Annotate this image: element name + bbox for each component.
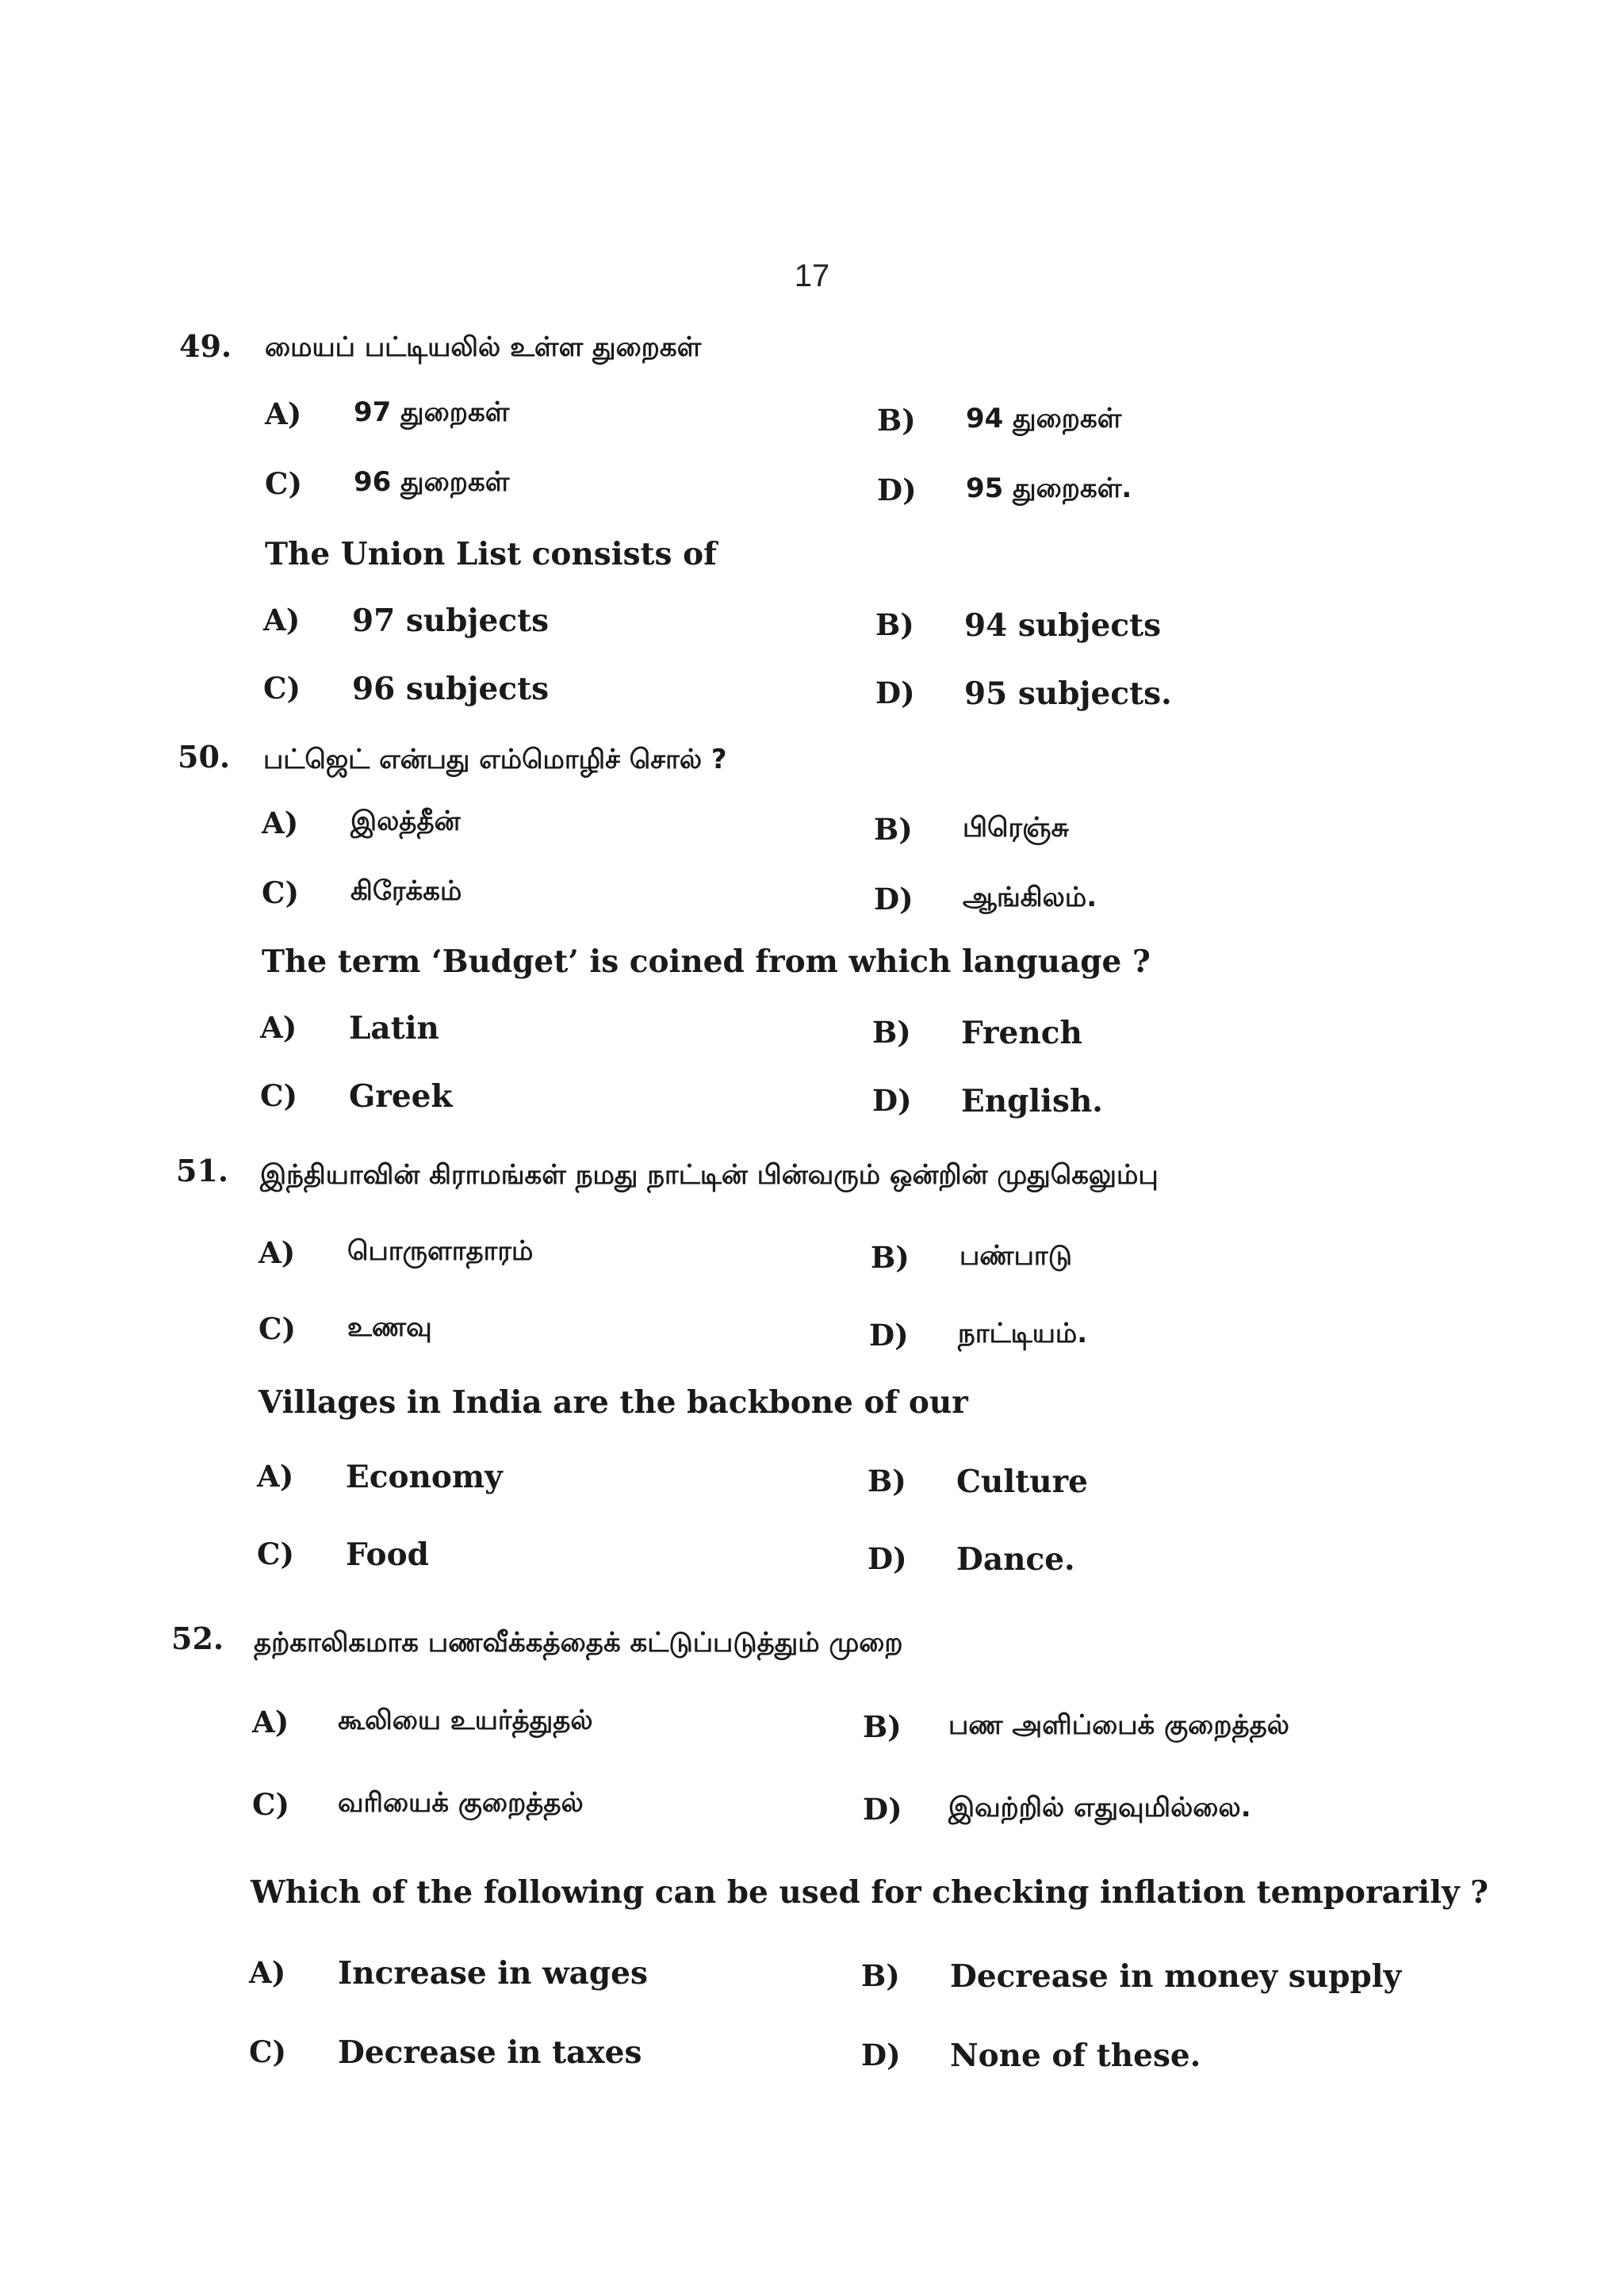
option-letter: D) xyxy=(872,1083,912,1118)
option-text: வரியைக் குறைத்தல் xyxy=(338,1787,584,1819)
option-text: Decrease in taxes xyxy=(338,2034,642,2071)
option-letter: D) xyxy=(877,473,917,507)
option-text: பண்பாடு xyxy=(959,1240,1072,1272)
option-letter: C) xyxy=(263,671,301,706)
option-text: Food xyxy=(346,1536,429,1573)
option-text: Economy xyxy=(346,1459,503,1495)
option-letter: D) xyxy=(868,1541,907,1576)
option-letter: D) xyxy=(861,2038,901,2072)
question-number: 52. xyxy=(171,1621,224,1656)
option-letter: B) xyxy=(868,1464,906,1498)
option-letter: A) xyxy=(259,1235,296,1270)
question-text-tamil: பட்ஜெட் என்பது எம்மொழிச் சொல் ? xyxy=(263,744,727,775)
option-text: உணவு xyxy=(347,1311,432,1343)
option-text: பிரெஞ்சு xyxy=(963,812,1069,844)
option-letter: C) xyxy=(252,1787,289,1822)
option-text: Culture xyxy=(956,1464,1088,1500)
question-text-english: Which of the following can be used for checking inflation temporarily ? xyxy=(251,1874,1489,1911)
option-letter: A) xyxy=(263,603,301,637)
option-text: கூலியை உயர்த்துதல் xyxy=(338,1705,593,1736)
option-text: 95 subjects. xyxy=(964,675,1172,712)
option-text: English. xyxy=(961,1083,1103,1119)
option-text: 97 துறைகள் xyxy=(354,396,510,428)
option-letter: A) xyxy=(260,1010,297,1045)
option-letter: D) xyxy=(863,1792,902,1827)
option-letter: B) xyxy=(877,403,916,438)
option-text: பொருளாதாரம் xyxy=(347,1235,534,1267)
question-text-tamil: இந்தியாவின் கிராமங்கள் நமது நாட்டின் பின்வரும் ஒன்றின் முதுகெலும்பு xyxy=(260,1159,1159,1191)
option-letter: C) xyxy=(265,466,302,501)
option-letter: B) xyxy=(861,1958,900,1993)
option-letter: B) xyxy=(872,1015,911,1050)
option-letter: C) xyxy=(257,1536,294,1571)
option-letter: A) xyxy=(265,396,302,431)
option-text: பண அளிப்பைக் குறைத்தல் xyxy=(948,1709,1289,1741)
option-text: 97 subjects xyxy=(352,603,550,639)
option-letter: A) xyxy=(249,1955,286,1990)
option-letter: C) xyxy=(262,875,299,910)
option-letter: B) xyxy=(875,607,914,642)
option-letter: A) xyxy=(257,1459,294,1494)
question-text-english: Villages in India are the backbone of our xyxy=(259,1384,968,1421)
option-text: Decrease in money supply xyxy=(950,1958,1402,1995)
question-text-tamil: மையப் பட்டியலில் உள்ள துறைகள் xyxy=(265,331,702,363)
option-letter: C) xyxy=(259,1311,296,1346)
question-number: 51. xyxy=(176,1153,229,1188)
option-letter: C) xyxy=(260,1078,297,1113)
question-number: 49. xyxy=(179,328,232,364)
option-letter: D) xyxy=(875,675,915,710)
question-number: 50. xyxy=(178,739,231,775)
option-letter: D) xyxy=(869,1318,909,1353)
option-text: கிரேக்கம் xyxy=(350,875,462,907)
option-text: None of these. xyxy=(950,2038,1201,2074)
option-text: Greek xyxy=(349,1078,453,1115)
option-text: Increase in wages xyxy=(338,1955,648,1992)
option-text: 94 துறைகள் xyxy=(966,403,1122,434)
option-letter: B) xyxy=(863,1709,902,1744)
option-text: French xyxy=(961,1015,1082,1051)
option-letter: A) xyxy=(262,806,299,840)
option-text: 96 subjects xyxy=(352,671,550,707)
option-text: 96 துறைகள் xyxy=(354,466,510,498)
option-text: இவற்றில் எதுவுமில்லை. xyxy=(948,1792,1251,1823)
question-text-tamil: தற்காலிகமாக பணவீக்கத்தைக் கட்டுப்படுத்தும் முறை xyxy=(254,1627,903,1659)
page-number: 17 xyxy=(794,258,830,293)
option-text: Dance. xyxy=(956,1541,1075,1578)
option-letter: B) xyxy=(874,812,913,847)
option-letter: C) xyxy=(249,2034,286,2069)
option-text: 94 subjects xyxy=(964,607,1162,644)
option-text: நாட்டியம். xyxy=(958,1318,1088,1349)
option-letter: A) xyxy=(252,1705,289,1739)
option-text: 95 துறைகள். xyxy=(966,473,1132,504)
option-letter: D) xyxy=(874,882,914,916)
option-text: ஆங்கிலம். xyxy=(963,882,1097,913)
option-text: Latin xyxy=(349,1010,439,1047)
option-letter: B) xyxy=(871,1240,910,1275)
question-text-english: The term ‘Budget’ is coined from which language ? xyxy=(262,943,1151,980)
question-text-english: The Union List consists of xyxy=(265,536,717,572)
option-text: இலத்தீன் xyxy=(350,806,461,837)
